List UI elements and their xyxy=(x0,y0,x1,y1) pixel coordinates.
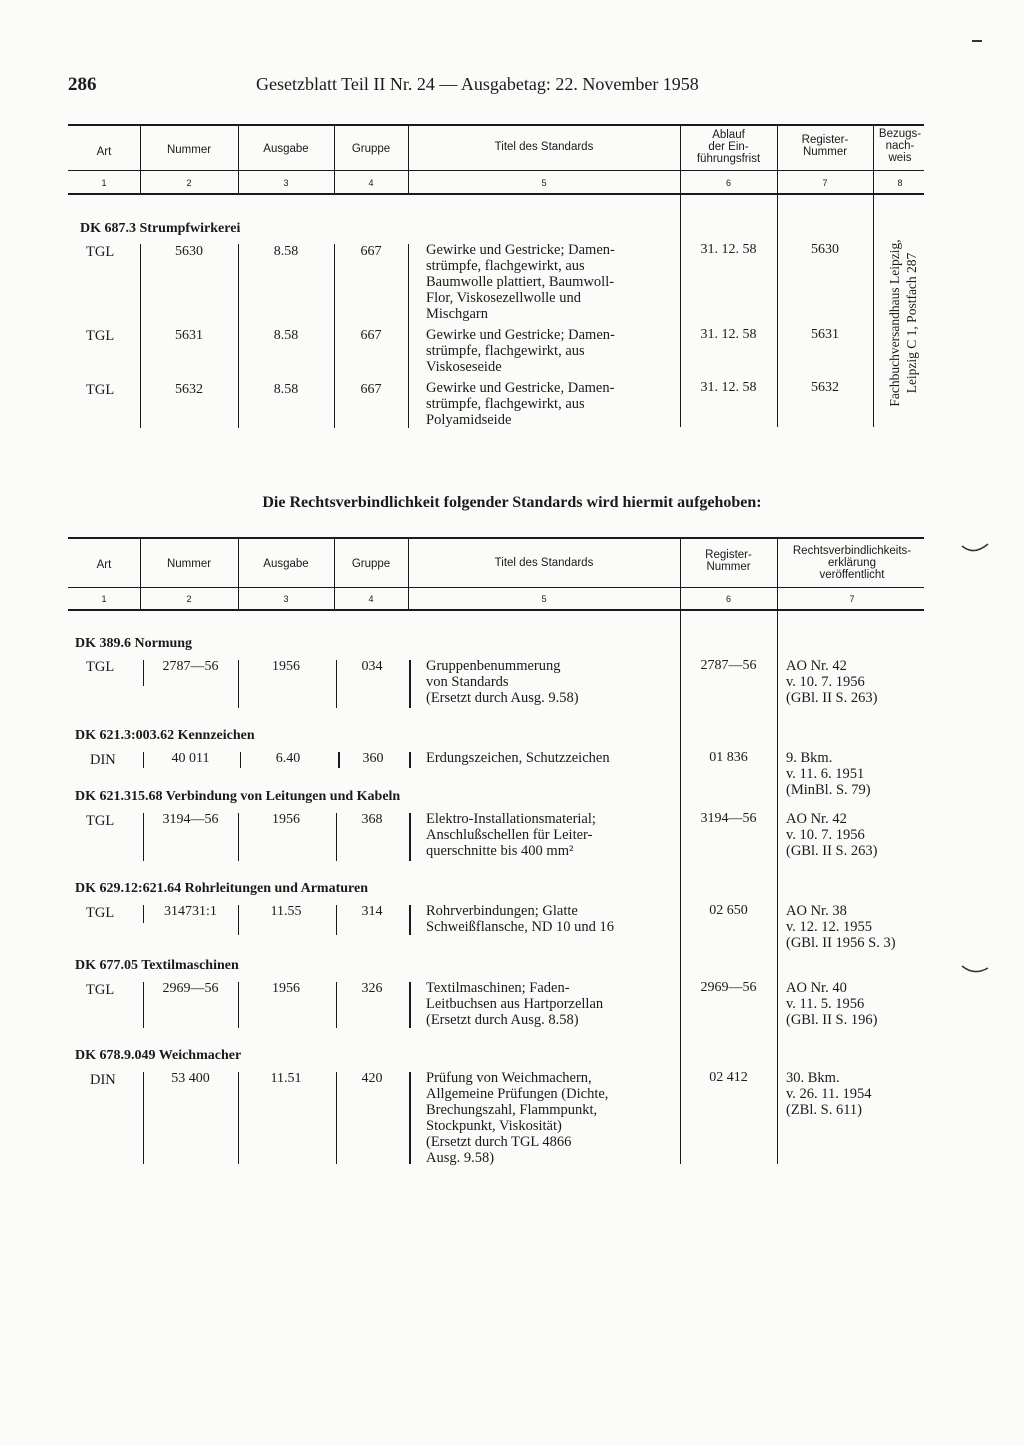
cell-ausgabe: 8.58 xyxy=(273,328,299,343)
table1-header-art: Art xyxy=(96,146,112,158)
scan-mark xyxy=(960,540,990,556)
table1-header-ausgabe: Ausgabe xyxy=(263,143,309,155)
table2-header-nummer: Nummer xyxy=(166,558,212,570)
section-heading: DK 621.315.68 Verbindung von Leitungen und Kabeln xyxy=(75,789,401,804)
row-separator xyxy=(409,752,411,768)
table2-colnum: 2 xyxy=(186,594,192,604)
table2-number-rule xyxy=(68,609,924,611)
cell-ausgabe: 11.51 xyxy=(270,1071,302,1086)
cell-rv: 9. Bkm. v. 11. 6. 1951 (MinBl. S. 79) xyxy=(786,750,871,798)
cell-art: DIN xyxy=(90,752,116,768)
table2-header-rule xyxy=(68,587,924,588)
cell-gruppe: 667 xyxy=(360,328,382,343)
cell-nummer: 40 011 xyxy=(171,751,210,766)
table2-header-rv: Rechtsverbindlichkeits- erklärung veröffentlicht xyxy=(792,545,912,581)
cell-titel: Rohrverbindungen; Glatte Schweißflansche, ND 10 und 16 xyxy=(426,903,615,935)
section-title: Die Rechtsverbindlichkeit folgender Standards wird hiermit aufgehoben: xyxy=(262,494,762,511)
bezugsnachweis-text: Fachbuchversandhaus Leipzig, Leipzig C 1, Postfach 287 xyxy=(887,239,919,407)
cell-art: TGL xyxy=(86,982,115,998)
cell-ablauf: 31. 12. 58 xyxy=(700,242,757,257)
table1-header-nummer: Nummer xyxy=(166,144,212,156)
row-separator xyxy=(409,905,411,935)
table2-header-gruppe: Gruppe xyxy=(351,558,391,570)
row-separator xyxy=(409,1072,411,1164)
table1-header-rule xyxy=(68,170,924,171)
scan-mark xyxy=(960,962,990,978)
table1-colnum: 4 xyxy=(368,178,374,188)
section-heading: DK 687.3 Strumpfwirkerei xyxy=(80,221,241,236)
table2-colnum: 1 xyxy=(101,594,107,604)
cell-titel: Textilmaschinen; Faden- Leitbuchsen aus Hartporzellan (Ersetzt durch Ausg. 8.58) xyxy=(426,980,604,1028)
cell-art: TGL xyxy=(86,328,115,344)
table1-colnum: 3 xyxy=(283,178,289,188)
cell-gruppe: 667 xyxy=(360,244,382,259)
cell-art: TGL xyxy=(86,244,115,260)
cell-ausgabe: 6.40 xyxy=(275,751,301,766)
table1-header-ablauf: Ablauf der Ein- führungsfrist xyxy=(696,129,761,165)
table2-header-register: Register- Nummer xyxy=(705,549,752,573)
scan-mark xyxy=(972,40,982,42)
table1-colnum: 7 xyxy=(822,178,828,188)
cell-nummer: 2787—56 xyxy=(162,659,219,674)
cell-register: 5632 xyxy=(811,380,839,395)
table1-colnum: 6 xyxy=(725,178,731,188)
cell-ausgabe: 8.58 xyxy=(273,382,299,397)
page-number: 286 xyxy=(68,74,97,95)
row-separator xyxy=(409,982,411,1028)
cell-titel: Gewirke und Gestricke; Damen- strümpfe, flachgewirkt, aus Baumwolle plattiert, Baumwoll- Flor, Viskosezellwolle und Mischgarn xyxy=(426,242,615,322)
table2-colnum: 6 xyxy=(725,594,731,604)
cell-register: 01 836 xyxy=(709,750,748,765)
cell-gruppe: 667 xyxy=(360,382,382,397)
table1-header-gruppe: Gruppe xyxy=(351,143,391,155)
cell-register: 2787—56 xyxy=(700,658,757,673)
cell-register: 02 412 xyxy=(709,1070,748,1085)
table2-header-ausgabe: Ausgabe xyxy=(263,558,309,570)
row-separator xyxy=(409,660,411,708)
cell-gruppe: 368 xyxy=(361,812,383,827)
cell-art: TGL xyxy=(86,382,115,398)
table1-number-rule xyxy=(68,193,924,195)
table2-header-titel: Titel des Standards xyxy=(494,557,594,569)
cell-ausgabe: 11.55 xyxy=(270,904,302,919)
table2-top-rule xyxy=(68,537,924,539)
cell-ablauf: 31. 12. 58 xyxy=(700,380,757,395)
cell-register: 5631 xyxy=(811,327,839,342)
table2-colnum: 5 xyxy=(541,594,547,604)
cell-ausgabe: 1956 xyxy=(272,981,300,996)
table1-colnum: 8 xyxy=(897,178,903,188)
table1-header-bezug: Bezugs- nach- weis xyxy=(878,128,922,164)
running-head: Gesetzblatt Teil II Nr. 24 — Ausgabetag: 22. November 1958 xyxy=(256,74,699,94)
cell-art: DIN xyxy=(90,1072,116,1088)
cell-register: 02 650 xyxy=(709,903,748,918)
table2-header-art: Art xyxy=(96,559,112,571)
cell-titel: Prüfung von Weichmachern, Allgemeine Prüfungen (Dichte, Brechungszahl, Flammpunkt, Stockpunkt, Viskosität) (Ersetzt durch TGL 4866 Ausg. 9.58) xyxy=(426,1070,609,1166)
cell-register: 2969—56 xyxy=(700,980,757,995)
cell-nummer: 314731:1 xyxy=(164,904,217,919)
cell-nummer: 5630 xyxy=(175,244,203,259)
cell-ausgabe: 1956 xyxy=(272,812,300,827)
table1-colnum: 1 xyxy=(101,178,107,188)
table1-header-titel: Titel des Standards xyxy=(494,141,594,153)
cell-rv: AO Nr. 40 v. 11. 5. 1956 (GBl. II S. 196) xyxy=(786,980,878,1028)
cell-nummer: 53 400 xyxy=(171,1071,210,1086)
cell-gruppe: 314 xyxy=(361,904,383,919)
cell-ablauf: 31. 12. 58 xyxy=(700,327,757,342)
section-heading: DK 621.3:003.62 Kennzeichen xyxy=(75,728,255,743)
cell-register: 3194—56 xyxy=(700,811,757,826)
table1-colnum: 5 xyxy=(541,178,547,188)
cell-rv: AO Nr. 42 v. 10. 7. 1956 (GBl. II S. 263) xyxy=(786,811,878,859)
cell-rv: 30. Bkm. v. 26. 11. 1954 (ZBl. S. 611) xyxy=(786,1070,872,1118)
table2-colnum: 3 xyxy=(283,594,289,604)
cell-nummer: 5631 xyxy=(175,328,203,343)
table1-divider xyxy=(408,244,409,428)
cell-nummer: 3194—56 xyxy=(162,812,219,827)
cell-gruppe: 326 xyxy=(361,981,383,996)
table2-colnum: 7 xyxy=(849,594,855,604)
table2-divider xyxy=(777,538,778,1164)
cell-gruppe: 420 xyxy=(361,1071,383,1086)
section-heading: DK 678.9.049 Weichmacher xyxy=(75,1048,242,1063)
cell-art: TGL xyxy=(86,659,115,675)
table2-colnum: 4 xyxy=(368,594,374,604)
cell-art: TGL xyxy=(86,905,115,921)
cell-gruppe: 360 xyxy=(362,751,384,766)
table1-top-rule xyxy=(68,124,924,126)
cell-ausgabe: 8.58 xyxy=(273,244,299,259)
section-heading: DK 389.6 Normung xyxy=(75,636,193,651)
section-heading: DK 629.12:621.64 Rohrleitungen und Armaturen xyxy=(75,881,368,896)
cell-titel: Gewirke und Gestricke; Damen- strümpfe, flachgewirkt, aus Viskoseseide xyxy=(426,327,615,375)
cell-gruppe: 034 xyxy=(361,659,383,674)
cell-art: TGL xyxy=(86,813,115,829)
cell-rv: AO Nr. 42 v. 10. 7. 1956 (GBl. II S. 263) xyxy=(786,658,878,706)
cell-register: 5630 xyxy=(811,242,839,257)
cell-nummer: 5632 xyxy=(175,382,203,397)
cell-titel: Elektro-Installationsmaterial; Anschlußschellen für Leiter- querschnitte bis 400 mm² xyxy=(426,811,596,859)
cell-ausgabe: 1956 xyxy=(272,659,300,674)
cell-titel: Erdungszeichen, Schutzzeichen xyxy=(426,750,610,766)
table1-header-register: Register- Nummer xyxy=(801,134,849,158)
cell-rv: AO Nr. 38 v. 12. 12. 1955 (GBl. II 1956 S. 3) xyxy=(786,903,896,951)
row-separator xyxy=(409,813,411,861)
bezugsnachweis-vertical xyxy=(868,210,938,436)
cell-nummer: 2969—56 xyxy=(162,981,219,996)
cell-titel: Gruppenbenummerung von Standards (Ersetzt durch Ausg. 9.58) xyxy=(426,658,579,706)
cell-titel: Gewirke und Gestricke, Damen- strümpfe, flachgewirkt, aus Polyamidseide xyxy=(426,380,615,428)
table1-colnum: 2 xyxy=(186,178,192,188)
section-heading: DK 677.05 Textilmaschinen xyxy=(75,958,239,973)
